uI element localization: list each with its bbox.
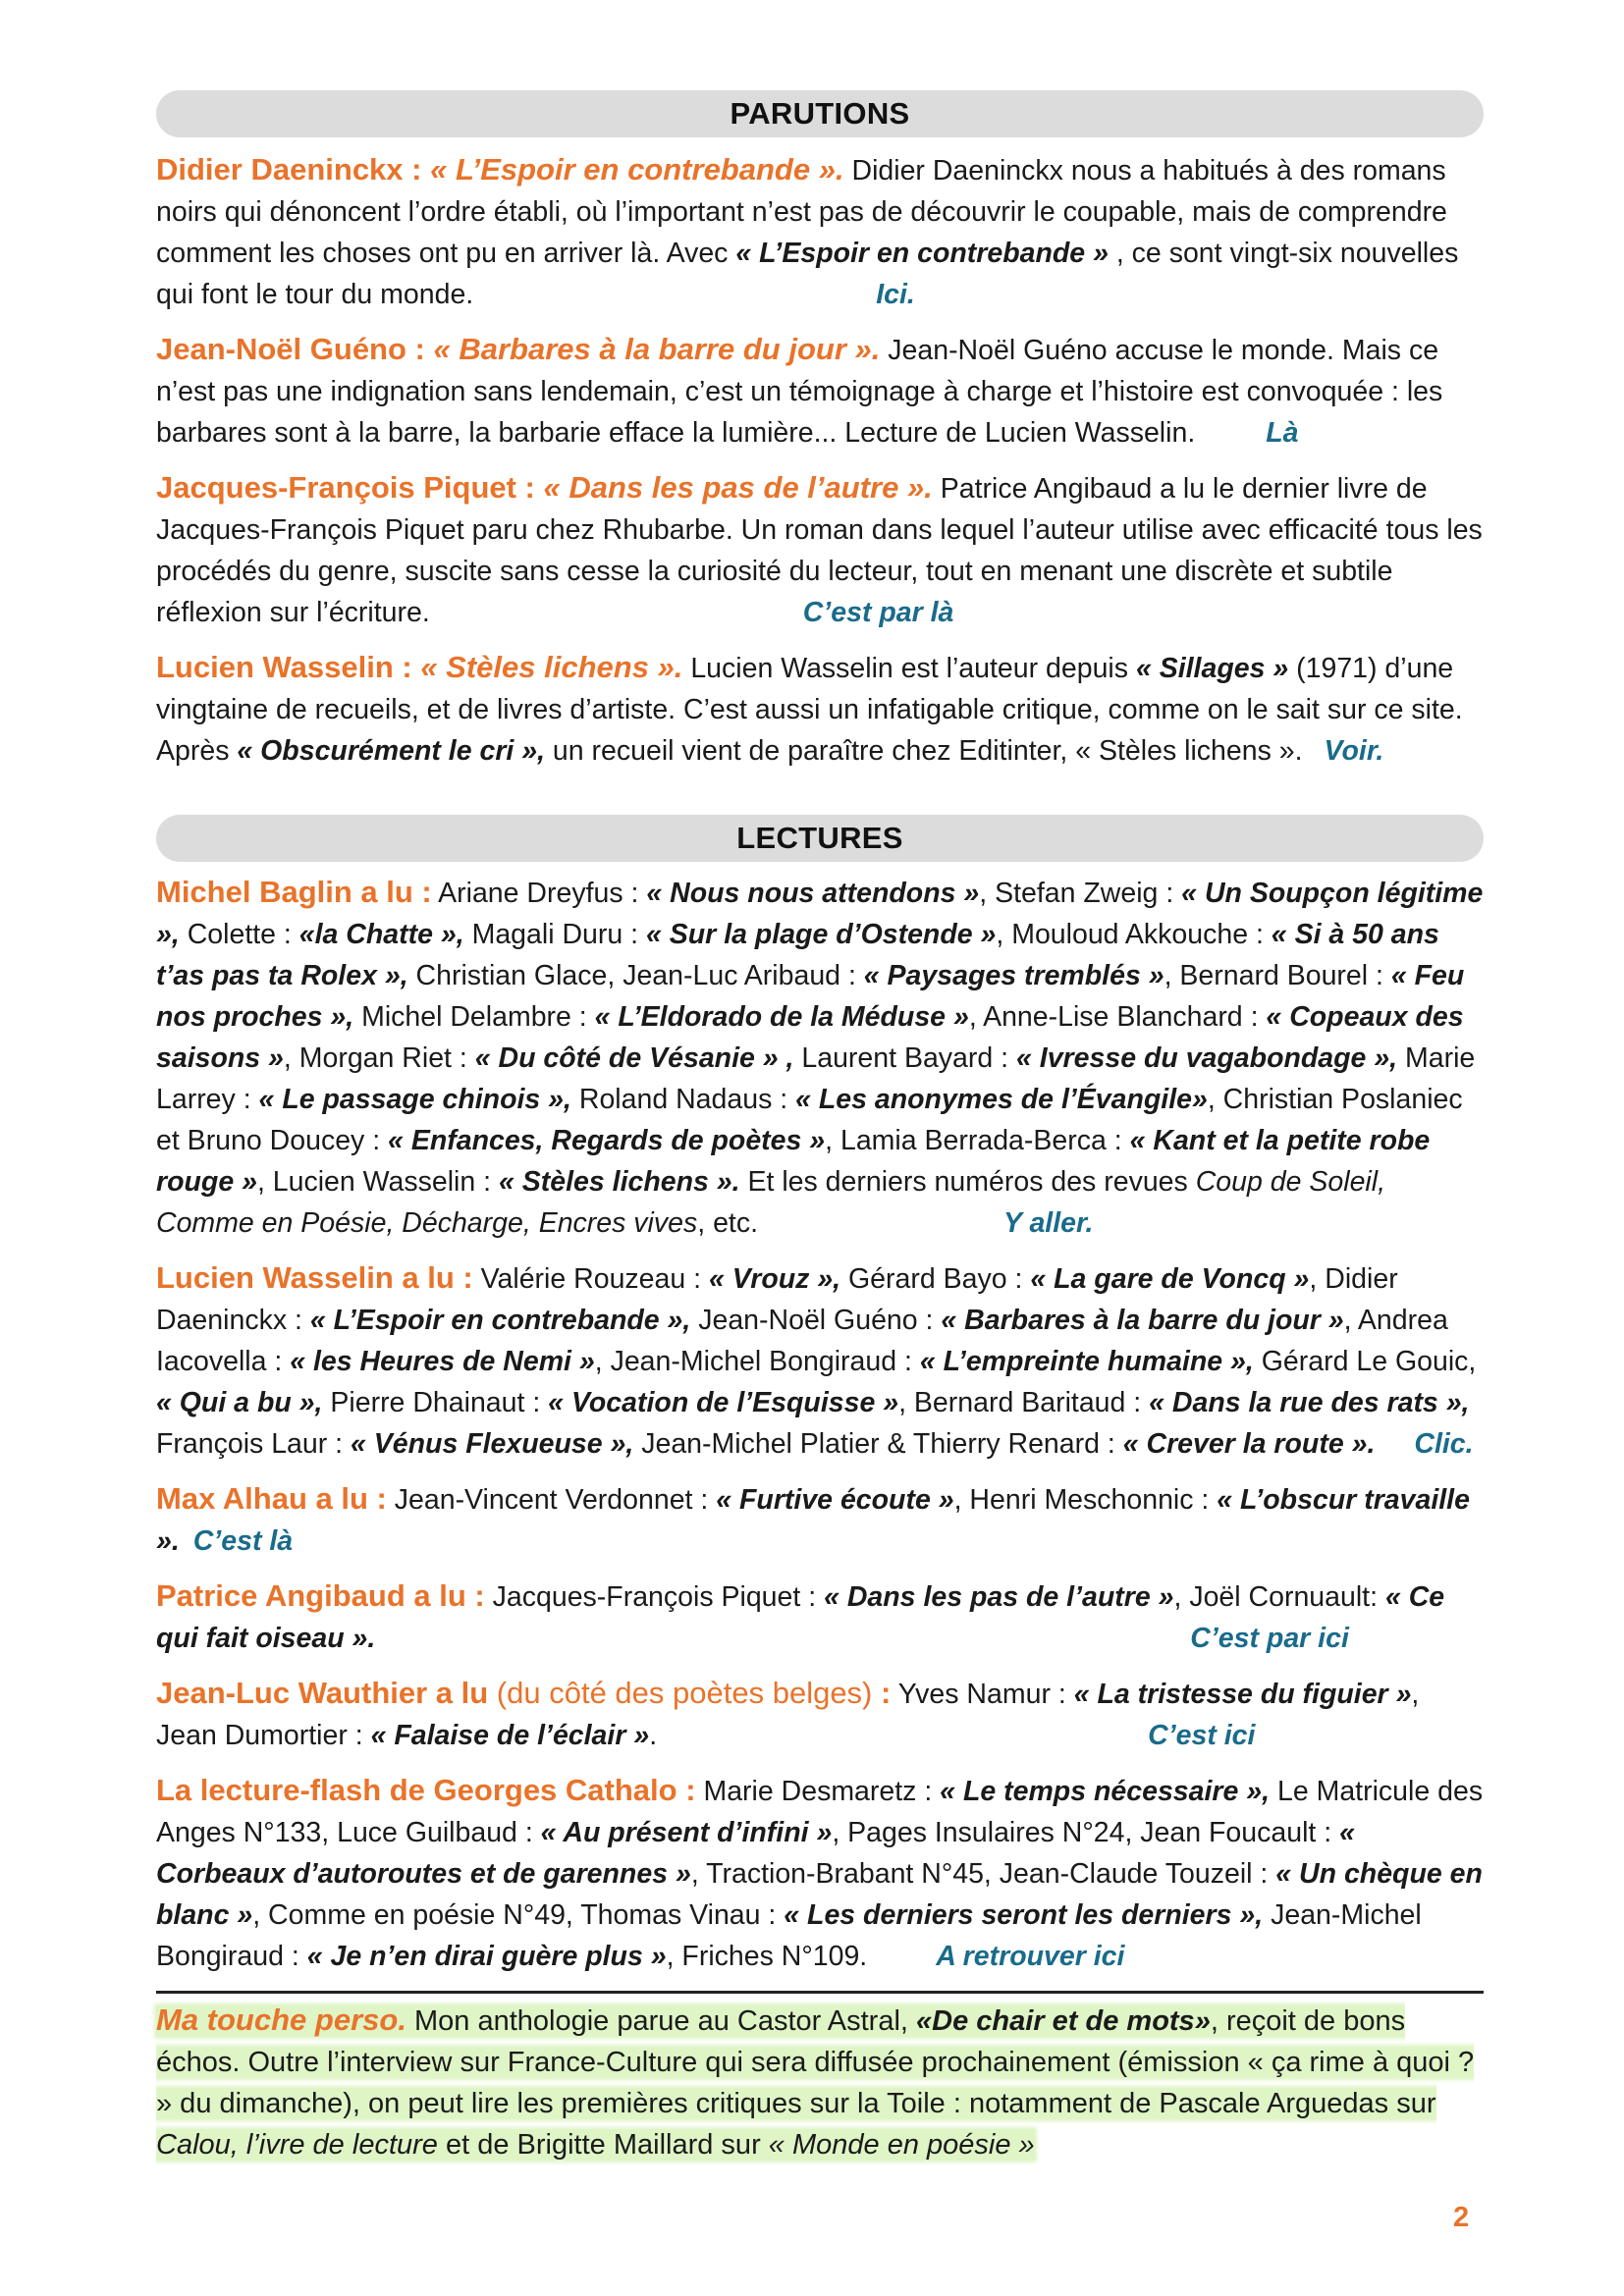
book-title: « Barbares à la barre du jour ». (433, 332, 881, 366)
link-voir[interactable]: Voir. (1324, 735, 1384, 767)
author-name: Didier Daeninckx : (156, 152, 431, 187)
link-cest-par-ici[interactable]: C’est par ici (1190, 1623, 1349, 1654)
divider-rule (156, 1991, 1484, 2165)
link-calou[interactable]: Calou, l’ivre de lecture (156, 2129, 438, 2161)
link-clic[interactable]: Clic. (1414, 1428, 1474, 1460)
book-title: « L’Espoir en contrebande ». (430, 152, 844, 187)
lecture-angibaud: Patrice Angibaud a lu : Jacques-François Piquet : « Dans les pas de l’autre », Joël Cornuault: « Ce qui fait oiseau ». C’est par ici (156, 1578, 1445, 1654)
newsletter-page (156, 90, 1484, 2165)
link-cest-par-la[interactable]: C’est par là (802, 597, 954, 628)
author-name: Jean-Noël Guéno : (156, 332, 434, 366)
link-y-aller[interactable]: Y aller. (1003, 1207, 1094, 1239)
link-la[interactable]: Là (1266, 417, 1299, 449)
link-a-retrouver-ici[interactable]: A retrouver ici (936, 1941, 1125, 1972)
reviewer-name: Lucien Wasselin a lu : (156, 1260, 473, 1295)
parution-wasselin: Lucien Wasselin : « Stèles lichens ». Lucien Wasselin est l’auteur depuis « Sillages » (1971) d’une vingtaine de recueils, et de livres d’artiste. C’est aussi un infatigable critique, comme on le sait sur ce site. Après « Obscurément le cri », un recueil vient de paraître chez Editinter, « Stèles lichens ». Voir. (156, 650, 1463, 767)
author-name: Jacques-François Piquet : (156, 470, 544, 505)
reviewer-name: Max Alhau a lu : (156, 1481, 387, 1516)
ma-touche-perso: Ma touche perso. Mon anthologie parue au Castor Astral, «De chair et de mots», reçoit de bons échos. Outre l’interview sur France-Culture qui sera diffusée prochainement (émission « ça rime à quoi ? » du dimanche), on peut lire les premières critiques sur la Toile : notamment de Pascale Arguedas sur Calou, l’ivre de lecture et de Brigitte Maillard sur « Monde en poésie » (156, 2002, 1475, 2161)
perso-title: Ma touche perso. (156, 2002, 406, 2037)
book-title: « Stèles lichens ». (420, 650, 683, 684)
lecture-alhau: Max Alhau a lu : Jean-Vincent Verdonnet : « Furtive écoute », Henri Meschonnic : « L’obscur travaille ». C’est là (156, 1481, 1470, 1557)
link-ici[interactable]: Ici. (876, 279, 915, 310)
parution-piquet: Jacques-François Piquet : « Dans les pas de l’autre ». Patrice Angibaud a lu le dernier livre de Jacques-François Piquet paru chez Rhubarbe. Un roman dans lequel l’auteur utilise avec efficacité tous les procédés du genre, suscite sans cesse la curiosité du lecteur, tout en menant une discrète et subtile réflexion sur l’écriture. C’est par là (156, 470, 1483, 628)
lecture-wauthier: Jean-Luc Wauthier a lu (du côté des poètes belges) : Yves Namur : « La tristesse du figuier », Jean Dumortier : « Falaise de l’éclair ». C’est ici (156, 1676, 1420, 1751)
lecture-baglin: Michel Baglin a lu : Ariane Dreyfus : « Nous nous attendons », Stefan Zweig : « Un Soupçon légitime », Colette : «la Chatte », Magali Duru : « Sur la plage d’Ostende », Mouloud Akkouche : « Si à 50 ans t’as pas ta Rolex », Christian Glace, Jean-Luc Aribaud : « Paysages tremblés », Bernard Bourel : « Feu nos proches », Michel Delambre : « L’Eldorado de la Méduse », Anne-Lise Blanchard : « Copeaux des saisons », Morgan Riet : « Du côté de Vésanie » , Laurent Bayard : « Ivresse du vagabondage », Marie Larrey : « Le passage chinois », Roland Nadaus : « Les anonymes de l’Évangile», Christian Poslaniec et Bruno Doucey : « Enfances, Regards de poètes », Lamia Berrada-Berca : « Kant et la petite robe rouge », Lucien Wasselin : « Stèles lichens ». Et les derniers numéros des revues Coup de Soleil, Comme en Poésie, Décharge, Encres vives, etc. Y aller. (156, 875, 1484, 1239)
reviewer-name: Michel Baglin a lu : (156, 875, 432, 909)
author-name: Lucien Wasselin : (156, 650, 421, 684)
reviewer-name: Patrice Angibaud a lu : (156, 1578, 485, 1613)
lectures-header: LECTURES (156, 815, 1484, 862)
parution-gueno: Jean-Noël Guéno : « Barbares à la barre du jour ». Jean-Noël Guéno accuse le monde. Mais ce n’est pas une indignation sans lendemain, c’est un témoignage à charge et l’histoire est convoquée : les barbares sont à la barre, la barbarie efface la lumière... Lecture de Lucien Wasselin. Là (156, 332, 1443, 449)
lecture-cathalo: La lecture-flash de Georges Cathalo : Marie Desmaretz : « Le temps nécessaire », Le Matricule des Anges N°133, Luce Guilbaud : « Au présent d’infini », Pages Insulaires N°24, Jean Foucault : « Corbeaux d’autoroutes et de garennes », Traction-Brabant N°45, Jean-Claude Touzeil : « Un chèque en blanc », Comme en poésie N°49, Thomas Vinau : « Les derniers seront les derniers », Jean-Michel Bongiraud : « Je n’en dirai guère plus », Friches N°109. A retrouver ici (156, 1773, 1484, 1972)
reviewer-name: Jean-Luc Wauthier a lu (156, 1676, 489, 1710)
link-cest-la[interactable]: C’est là (192, 1525, 294, 1557)
reviewer-name: La lecture-flash de Georges Cathalo : (156, 1773, 696, 1807)
lecture-wasselin: Lucien Wasselin a lu : Valérie Rouzeau : « Vrouz », Gérard Bayo : « La gare de Voncq », Didier Daeninckx : « L’Espoir en contrebande », Jean-Noël Guéno : « Barbares à la barre du jour », Andrea Iacovella : « les Heures de Nemi », Jean-Michel Bongiraud : « L’empreinte humaine », Gérard Le Gouic, « Qui a bu », Pierre Dhainaut : « Vocation de l’Esquisse », Bernard Baritaud : « Dans la rue des rats », François Laur : « Vénus Flexueuse », Jean-Michel Platier & Thierry Renard : « Crever la route ». Clic. (156, 1260, 1477, 1460)
parutions-header: PARUTIONS (156, 90, 1484, 137)
book-title: « Dans les pas de l’autre ». (543, 470, 933, 505)
page-number: 2 (1453, 2202, 1470, 2233)
link-monde-en-poesie[interactable]: « Monde en poésie » (768, 2129, 1035, 2161)
link-cest-ici[interactable]: C’est ici (1148, 1720, 1256, 1751)
parution-daeninckx: Didier Daeninckx : « L’Espoir en contrebande ». Didier Daeninckx nous a habitués à des romans noirs qui dénoncent l’ordre établi, où l’important n’est pas de découvrir le coupable, mais de comprendre comment les choses ont pu en arriver là. Avec « L’Espoir en contrebande » , ce sont vingt-six nouvelles qui font le tour du monde. Ici. (156, 152, 1459, 310)
